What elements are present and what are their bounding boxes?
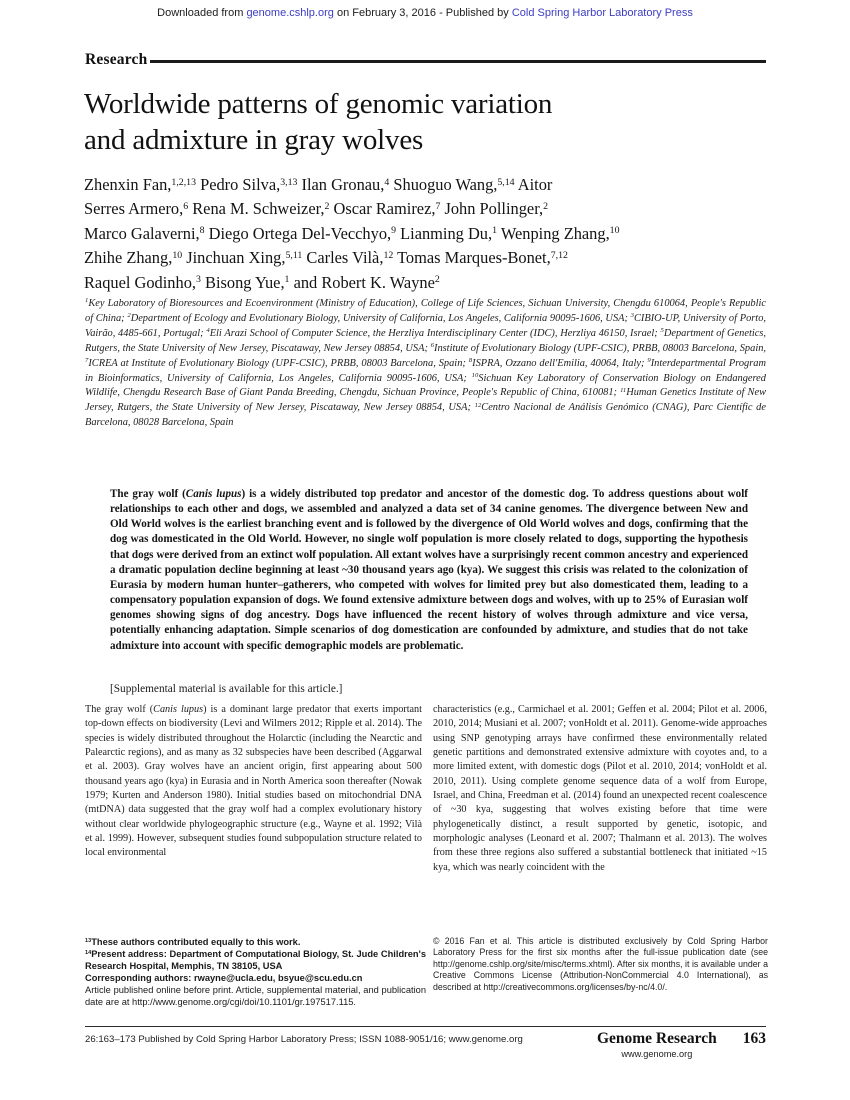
author-line: Zhenxin Fan,$^{1,2,13}$ Pedro Silva,$^{3,13}$ Ilan Gronau,$^4$ Shuoguo Wang,$^{5,14}$ Aitor	[84, 175, 553, 194]
footer-citation: 26:163–173 Published by Cold Spring Harbor Laboratory Press; ISSN 1088-9051/16; www.genome.org	[85, 1034, 523, 1045]
footnote-item: Article published online before print. Article, supplemental material, and publication date are at http://www.genome.org/cgi/doi/10.1101/gr.197517.115.	[85, 985, 426, 1007]
section-header	[85, 51, 766, 69]
footnote-item: $^{13}$These authors contributed equally to this work.	[85, 937, 301, 947]
abstract-text: The gray wolf (Canis lupus) is a widely distributed top predator and ancestor of the domestic dog. To address questions about wolf relationships to each other and dogs, we assembled and analyzed a data set of 34 canine genomes. The divergence between New and Old World wolves is the earliest branching event and is followed by the divergence of Old World wolves and dogs, confirming that the dog was domesticated in the Old World. However, no single wolf population is more closely related to dogs, supporting the hypothesis that dogs were derived from an extinct wolf population. All extant wolves have a surprisingly recent common ancestry and experienced a dramatic population decline beginning at least ~30 thousand years ago (kya). We suggest this crisis was related to the colonization of Eurasia by modern human hunter–gatherers, who competed with wolves for limited prey but also domesticated them, leading to a compensatory population expansion of dogs. We found extensive admixture between dogs and wolves, with up to 25% of Eurasian wolf genomes showing signs of dog ancestry. Dogs have influenced the recent history of wolves through admixture and vice versa, potentially enhancing adaptation. Simple scenarios of dog domestication are confounded by admixture, and studies that do not take admixture into account with specific demographic models are problematic.	[110, 488, 748, 652]
paper-title	[84, 86, 774, 158]
paper-title-line2: and admixture in gray wolves	[84, 124, 424, 156]
footnote-item: $^{14}$Present address: Department of Computational Biology, St. Jude Children's Research Hospital, Memphis, TN 38105, USA	[85, 949, 426, 971]
supplemental-note: [Supplemental material is available for this article.]	[110, 683, 343, 695]
download-banner	[0, 7, 850, 19]
banner-link-genome-cshlp[interactable]: genome.cshlp.org	[246, 7, 334, 19]
author-line: Serres Armero,$^6$ Rena M. Schweizer,$^2$ Oscar Ramirez,$^7$ John Pollinger,$^2$	[84, 199, 549, 219]
copyright-note: © 2016 Fan et al. This article is distributed exclusively by Cold Spring Harbor Laboratory Press for the first six months after the full-issue publication date (see http://genome.cshlp.org/site/misc/terms.xhtml). After six months, it is available under a Creative Commons License (Attribution-NonCommercial 4.0 International), as described at http://creativecommons.org/licenses/by-nc/4.0/.	[433, 936, 768, 992]
author-line: Marco Galaverni,$^8$ Diego Ortega Del-Vecchyo,$^9$ Lianming Du,$^1$ Wenping Zhang,$^{10}$	[84, 223, 620, 243]
journal-url: www.genome.org	[621, 1049, 693, 1059]
research-label: Research	[85, 51, 148, 68]
author-line: Raquel Godinho,$^3$ Bisong Yue,$^1$ and Robert K. Wayne$^2$	[84, 272, 440, 292]
footer-rule	[85, 1026, 766, 1027]
body-column-left: The gray wolf (Canis lupus) is a dominant large predator that exerts important top-down effects on biodiversity (Levi and Wilmers 2012; Ripple et al. 2014). The species is widely distributed throughout the Holarctic (including the Nearctic and Palearctic regions), and as many as 32 subspecies have been described (Aggarwal et al. 2003). Gray wolves have an ancient origin, first appearing about 500 thousand years ago (kya) in Eurasia and in North America soon thereafter (Nowak 1979; Kurten and Anderson 1980). Initial studies based on mitochondrial DNA (mtDNA) data suggested that the gray wolf had a complex evolutionary history without clear worldwide phylogeographic structure (e.g., Wayne et al. 1992; Vilà et al. 1999). However, subsequent studies found subpopulation structure related to local environmental	[85, 704, 422, 859]
paper-title-line1: Worldwide patterns of genomic variation	[84, 88, 553, 120]
banner-link-cshl-press[interactable]: Cold Spring Harbor Laboratory Press	[511, 7, 693, 19]
header-rule	[150, 60, 766, 63]
banner-text-middle: on February 3, 2016 - Published by	[333, 7, 512, 19]
footnote-item: Corresponding authors: rwayne@ucla.edu, bsyue@scu.edu.cn	[85, 973, 363, 983]
author-list	[84, 173, 779, 295]
journal-name-wrap	[597, 1030, 717, 1059]
banner-text-prefix: Downloaded from	[157, 7, 247, 19]
page-number: 163	[742, 1030, 766, 1047]
affiliation-list: $^1$Key Laboratory of Bioresources and Ecoenvironment (Ministry of Education), College of Life Sciences, Sichuan University, Chengdu 610064, People's Republic of China; $^2$Department of Ecology and Evolutionary Biology, University of California, Los Angeles, California 90095-1606, USA; $^3$CIBIO-UP, University of Porto, Vairão, 4485-661, Portugal; $^4$Eli Arazi School of Computer Science, the Herzliya Interdisciplinary Center (IDC), Herzliya 46150, Israel; $^5$Department of Genetics, Rutgers, the State University of New Jersey, Piscataway, New Jersey 08854, USA; $^6$Institute of Evolutionary Biology (UPF-CSIC), PRBB, 08003 Barcelona, Spain, $^7$ICREA at Institute of Evolutionary Biology (UPF-CSIC), PRBB, 08003 Barcelona, Spain; $^8$ISPRA, Ozzano dell'Emilia, 40064, Italy; $^9$Interdepartmental Program in Bioinformatics, University of California, Los Angeles, California 90095-1606, USA; $^{10}$Sichuan Key Laboratory of Conservation Biology on Endangered Wildlife, Chengdu Research Base of Giant Panda Breeding, Chengdu, Sichuan Province, People's Republic of China, 610081; $^{11}$Human Genetics Institute of New Jersey, Rutgers, the State University of New Jersey, Piscataway, New Jersey 08854, USA; $^{12}$Centro Nacional de Análisis Genómico (CNAG), Parc Científic de Barcelona, 08028 Barcelona, Spain	[85, 297, 766, 429]
body-column-right: characteristics (e.g., Carmichael et al. 2001; Geffen et al. 2004; Pilot et al. 2006, 2010, 2014; Musiani et al. 2007; vonHoldt et al. 2011). Genome-wide approaches using SNP genotyping arrays have confirmed these environmentally related genetic partitions and demonstrated extensive admixture with coyotes and, to a more limited extent, with domestic dogs (Pilot et al. 2010, 2014; vonHoldt et al. 2010, 2011). Using complete genome sequence data of a wolf from Europe, Israel, and China, Freedman et al. (2014) found an unexpected recent coalescence of ~30 kya, suggesting that wolves existing before that time were phylogenetically distinct, a result supported by genetic, isotopic, and morphologic analyses (Leonard et al. 2007; Thalmann et al. 2013). The wolves from these three regions also suffered a substantial bottleneck that initiated ~15 kya, which was nearly coincident with the	[433, 704, 767, 873]
author-line: Zhihe Zhang,$^{10}$ Jinchuan Xing,$^{5,11}$ Carles Vilà,$^{12}$ Tomas Marques-Bonet,$^{7,12}$	[84, 248, 568, 268]
journal-name: Genome Research	[596, 1030, 717, 1047]
footer-journal-block	[596, 1030, 766, 1059]
footnote-block	[85, 936, 426, 1008]
